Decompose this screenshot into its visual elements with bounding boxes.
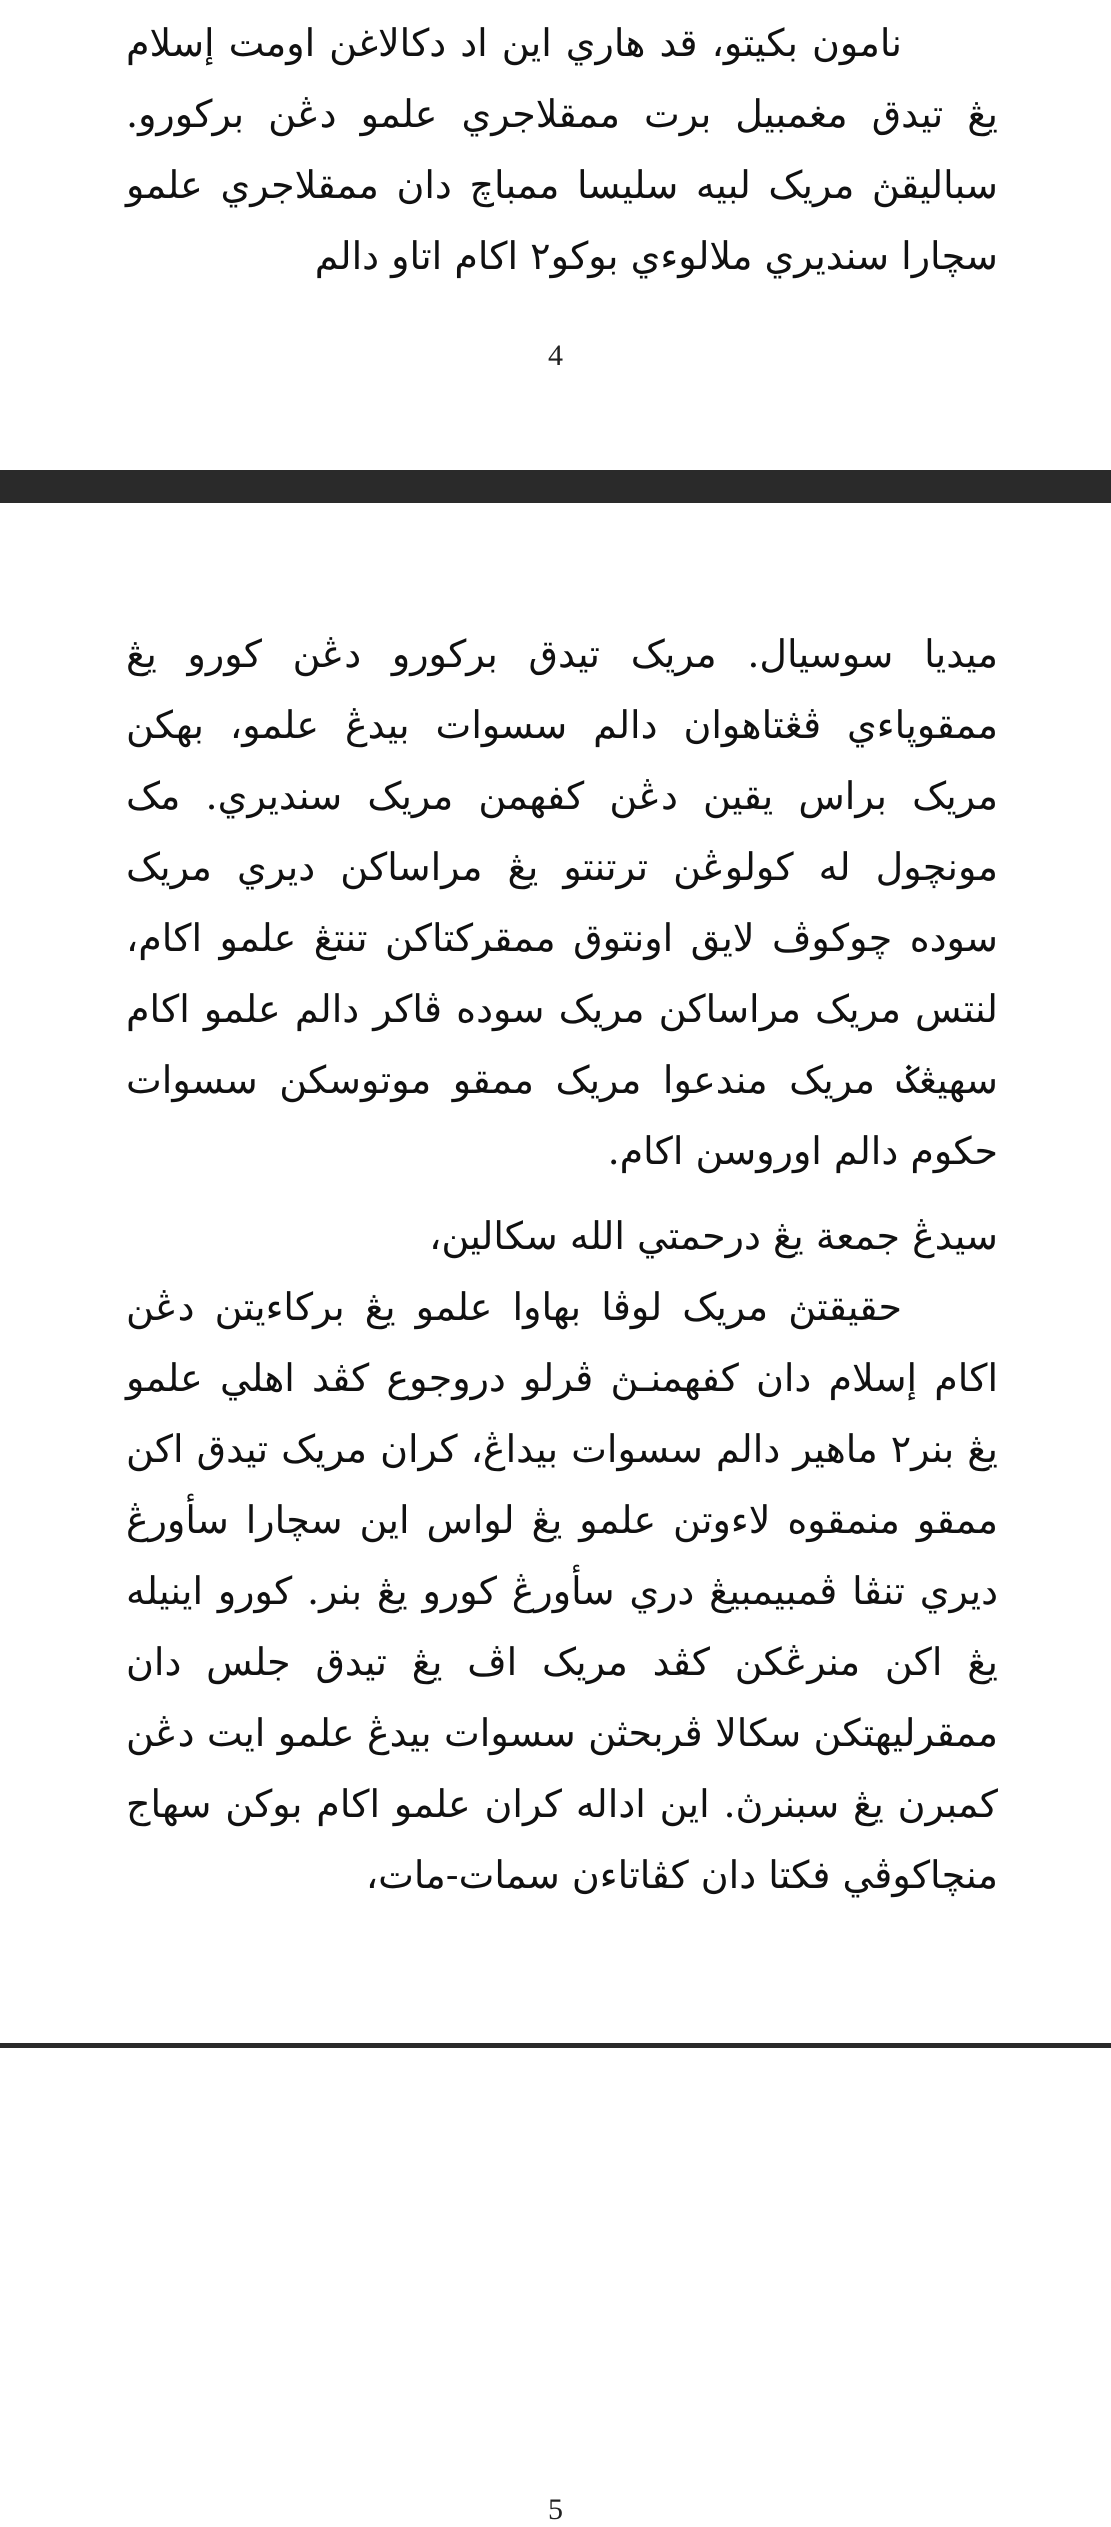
page-5-body-text [126,619,998,1911]
paragraph: نامون بکيتو، قد هاري اين اد دکالاغن اومت إسلام يڠ تيدق مغمبيل برت ممقلاجري علمو دڠن برکورو. سباليقڽ مريک لبيه سليسا ممباچ دان ممقلاجري علمو سچارا سنديري ملالوءي بوکو٢ اکام اتاو دالم [126,21,998,278]
page-4-body-text [126,8,998,292]
page-separator [0,470,1111,503]
paragraph: حقيقتڽ مريک لوڤا بهاوا علمو يڠ برکاءيتن دڠن اکام إسلام دان کفهمنـڽ ڤرلو دروجوع کڤد اهلي علمو يڠ بنر٢ ماهير دالم سسوات بيداڠ، کران مريک تيدق اکن ممقو منمقوه لاءوتن علمو يڠ لواس اين سچارا سأورڠ ديري تنڤا ڤمبيمبيڠ دري سأورڠ کورو يڠ بنر. کورو اينيله يڠ اکن منرڠکن کڤد مريک اڤ يڠ تيدق جلس دان ممقرليهتکن سکالا ڤربحثن سسوات بيدڠ علمو ايت دڠن کمبرن يڠ سبنرڽ. اين اداله کران علمو اکام بوکن سهاج منچاکوڤي فکتا دان کڤاتاءن سمات-مات، [126,1285,998,1897]
paragraph: ميديا سوسيال. مريک تيدق برکورو دڠن کورو يڠ ممقوڽاءي ڤڠتاهوان دالم سسوات بيدڠ علمو، بهکن مريک براس يقين دڠن کفهمن مريک سنديري. مک مونچول له کولوڠن ترتنتو يڠ مراساکن ديري مريک سوده چوکوڤ لايق اونتوق ممقرکتاکن تنتڠ علمو اکام، لنتس مريک مراساکن مريک سوده ڤاکر دالم علمو اکام سهيڠݢ مريک مندعوا مريک ممقو موتوسکن سسوات حکوم دالم اوروسن اکام. [126,632,998,1173]
page-number: 5 [548,2493,563,2526]
greeting-line: سيدڠ جمعة يڠ درحمتي الله سکالين، [429,1214,998,1258]
page-4 [0,0,1111,470]
page-5 [0,503,1111,2526]
page-edge-divider [0,2043,1111,2048]
page-number: 4 [548,339,563,372]
